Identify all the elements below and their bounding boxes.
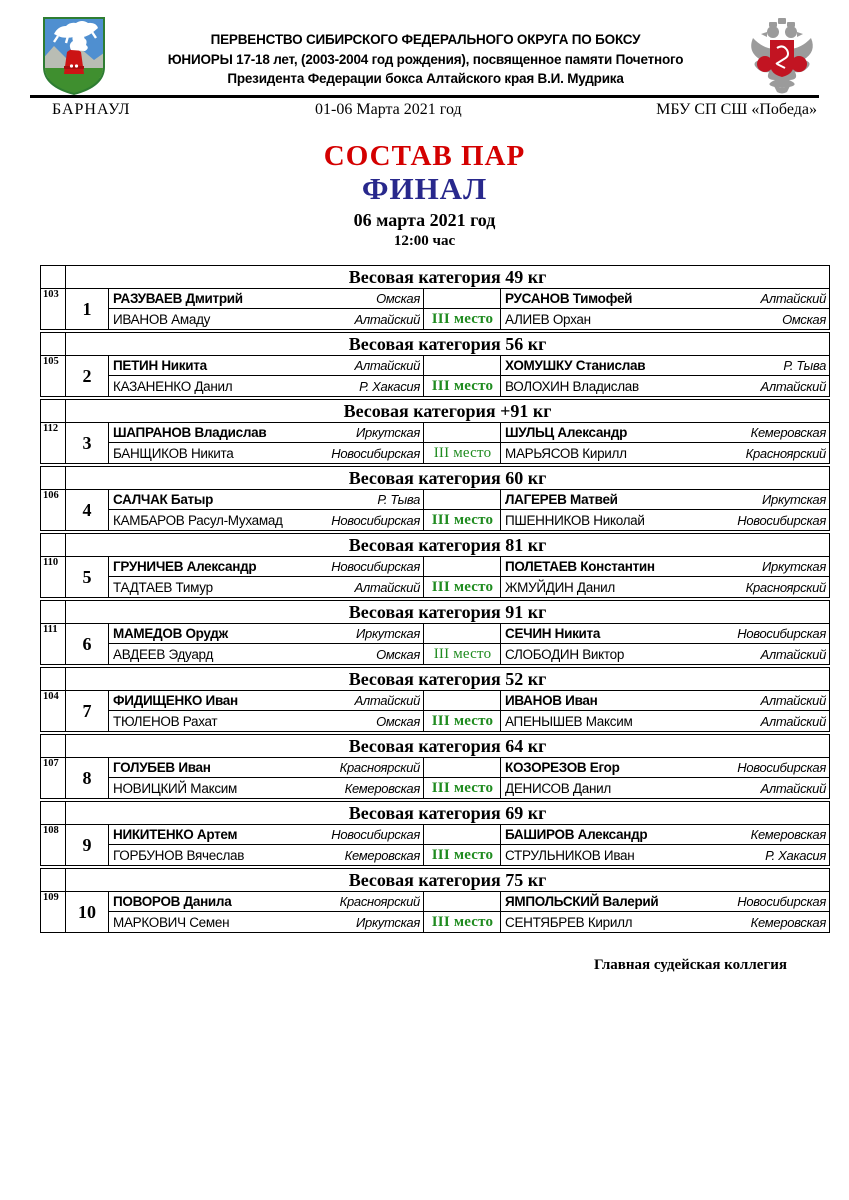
pair-number: 6 bbox=[66, 624, 109, 664]
bronze-right-name: СЛОБОДИН Виктор bbox=[505, 646, 625, 662]
blue-corner-name: ИВАНОВ Иван bbox=[505, 693, 598, 709]
red-corner-region: Красноярский bbox=[339, 760, 420, 776]
red-corner-region: Новосибирская bbox=[331, 559, 420, 575]
category-title: Весовая категория 81 кг bbox=[348, 535, 547, 556]
place-cell-empty bbox=[424, 423, 501, 443]
place-cell bbox=[424, 376, 501, 396]
blue-corner-cell bbox=[501, 490, 829, 510]
bronze-left-name: ТЮЛЕНОВ Рахат bbox=[113, 713, 218, 729]
document-title: СОСТАВ ПАР bbox=[323, 140, 526, 172]
red-corner-cell bbox=[109, 691, 424, 711]
tournament-title-line1: ПЕРВЕНСТВО СИБИРСКОГО ФЕДЕРАЛЬНОГО ОКРУГА ПО БОКСУ bbox=[210, 32, 641, 47]
pair-number: 2 bbox=[66, 356, 109, 396]
bronze-left-name: АВДЕЕВ Эдуард bbox=[113, 646, 214, 662]
bronze-right-region: Р. Хакасия bbox=[765, 847, 826, 863]
bronze-right-cell bbox=[501, 309, 829, 329]
bronze-right-region: Алтайский bbox=[760, 646, 826, 662]
category-header-spacer bbox=[41, 601, 66, 623]
bronze-left-cell bbox=[109, 443, 424, 463]
place-cell bbox=[424, 778, 501, 798]
bronze-left-region: Алтайский bbox=[354, 311, 420, 327]
red-corner-cell bbox=[109, 423, 424, 443]
pair-number: 4 bbox=[66, 490, 109, 530]
category-header-spacer bbox=[41, 869, 66, 891]
category-header-row bbox=[41, 467, 829, 490]
pair-row bbox=[41, 892, 829, 932]
red-corner-name: ПОВОРОВ Данила bbox=[113, 894, 232, 910]
blue-corner-name: РУСАНОВ Тимофей bbox=[505, 291, 633, 307]
bronze-right-region: Красноярский bbox=[745, 445, 826, 461]
place-cell-empty bbox=[424, 356, 501, 376]
bout-number: 107 bbox=[41, 758, 66, 798]
bout-number: 112 bbox=[41, 423, 66, 463]
bronze-left-region: Кемеровская bbox=[344, 780, 420, 796]
bronze-left-name: КАЗАНЕНКО Данил bbox=[113, 378, 233, 394]
category-title: Весовая категория 64 кг bbox=[348, 736, 547, 757]
place-cell-empty bbox=[424, 825, 501, 845]
bronze-right-cell bbox=[501, 577, 829, 597]
bronze-left-cell bbox=[109, 644, 424, 664]
third-place-label: III место bbox=[433, 645, 492, 662]
bronze-right-cell bbox=[501, 376, 829, 396]
red-corner-cell bbox=[109, 892, 424, 912]
page-header bbox=[0, 0, 849, 101]
pair-row bbox=[41, 624, 829, 664]
red-corner-region: Алтайский bbox=[354, 693, 420, 709]
bronze-right-name: ВОЛОХИН Владислав bbox=[505, 378, 639, 394]
red-corner-name: МАМЕДОВ Орудж bbox=[113, 626, 228, 642]
category-header-spacer bbox=[41, 802, 66, 824]
category-header-row bbox=[41, 601, 829, 624]
category-header-spacer bbox=[41, 467, 66, 489]
red-corner-name: ПЕТИН Никита bbox=[113, 358, 207, 374]
red-corner-cell bbox=[109, 490, 424, 510]
place-cell bbox=[424, 711, 501, 731]
blue-corner-name: ХОМУШКУ Станислав bbox=[505, 358, 646, 374]
red-corner-cell bbox=[109, 624, 424, 644]
place-cell-empty bbox=[424, 892, 501, 912]
host-city: БАРНАУЛ bbox=[52, 101, 131, 118]
blue-corner-name: ШУЛЬЦ Александр bbox=[505, 425, 628, 441]
red-corner-cell bbox=[109, 289, 424, 309]
pair-row bbox=[41, 758, 829, 798]
pair-number: 8 bbox=[66, 758, 109, 798]
blue-corner-name: КОЗОРЕЗОВ Егор bbox=[505, 760, 620, 776]
red-corner-region: Иркутская bbox=[356, 425, 420, 441]
bronze-left-cell bbox=[109, 912, 424, 932]
place-cell-empty bbox=[424, 557, 501, 577]
category-header-row bbox=[41, 735, 829, 758]
stage-title: ФИНАЛ bbox=[361, 171, 488, 207]
place-cell-empty bbox=[424, 691, 501, 711]
red-corner-name: САЛЧАК Батыр bbox=[113, 492, 214, 508]
category-title: Весовая категория 52 кг bbox=[348, 669, 547, 690]
category-title: Весовая категория 69 кг bbox=[348, 803, 547, 824]
weight-category-block bbox=[40, 533, 830, 598]
category-header-row bbox=[41, 802, 829, 825]
weight-category-block bbox=[40, 265, 830, 330]
blue-corner-region: Новосибирская bbox=[737, 760, 826, 776]
category-title: Весовая категория 49 кг bbox=[348, 267, 547, 288]
tournament-title-line3: Президента Федерации бокса Алтайского края В.И. Мудрика bbox=[227, 71, 624, 87]
place-cell-empty bbox=[424, 289, 501, 309]
pair-row bbox=[41, 356, 829, 396]
bronze-right-name: МАРЬЯСОВ Кирилл bbox=[505, 445, 627, 461]
red-corner-cell bbox=[109, 758, 424, 778]
event-date: 06 марта 2021 год bbox=[353, 210, 496, 231]
bronze-right-name: АЛИЕВ Орхан bbox=[505, 311, 591, 327]
category-header-spacer bbox=[41, 534, 66, 556]
bout-number: 104 bbox=[41, 691, 66, 731]
event-dates: 01-06 Марта 2021 год bbox=[315, 101, 462, 118]
bronze-right-cell bbox=[501, 778, 829, 798]
bout-number: 110 bbox=[41, 557, 66, 597]
titles-block bbox=[0, 141, 849, 251]
bronze-left-region: Новосибирская bbox=[331, 445, 420, 461]
blue-corner-cell bbox=[501, 892, 829, 912]
weight-category-block bbox=[40, 466, 830, 531]
venue: МБУ СП СШ «Победа» bbox=[656, 101, 817, 118]
blue-corner-cell bbox=[501, 691, 829, 711]
third-place-label: III место bbox=[431, 310, 494, 327]
blue-corner-region: Алтайский bbox=[760, 291, 826, 307]
bronze-left-name: ИВАНОВ Амаду bbox=[113, 311, 211, 327]
header-subrow bbox=[0, 98, 849, 119]
blue-corner-cell bbox=[501, 423, 829, 443]
bronze-left-cell bbox=[109, 711, 424, 731]
bronze-right-name: СЕНТЯБРЕВ Кирилл bbox=[505, 914, 633, 930]
tournament-title bbox=[108, 16, 743, 89]
place-cell bbox=[424, 510, 501, 530]
pairs-table bbox=[40, 265, 830, 933]
category-title: Весовая категория 91 кг bbox=[348, 602, 547, 623]
category-title: Весовая категория 60 кг bbox=[348, 468, 547, 489]
pair-number: 1 bbox=[66, 289, 109, 329]
category-header-row bbox=[41, 333, 829, 356]
category-header-row bbox=[41, 534, 829, 557]
red-corner-cell bbox=[109, 825, 424, 845]
blue-corner-cell bbox=[501, 624, 829, 644]
pair-row bbox=[41, 289, 829, 329]
place-cell bbox=[424, 644, 501, 664]
weight-category-block bbox=[40, 801, 830, 866]
event-time: 12:00 час bbox=[393, 232, 456, 249]
bronze-right-name: АПЕНЫШЕВ Максим bbox=[505, 713, 633, 729]
bronze-right-region: Красноярский bbox=[745, 579, 826, 595]
bronze-left-cell bbox=[109, 510, 424, 530]
signature-line: Главная судейская коллегия bbox=[593, 957, 787, 974]
bronze-left-name: НОВИЦКИЙ Максим bbox=[113, 780, 238, 796]
pair-number: 10 bbox=[66, 892, 109, 932]
red-corner-name: РАЗУВАЕВ Дмитрий bbox=[113, 291, 243, 307]
bronze-right-region: Алтайский bbox=[760, 780, 826, 796]
third-place-label: III место bbox=[433, 444, 492, 461]
weight-category-block bbox=[40, 332, 830, 397]
category-header-spacer bbox=[41, 333, 66, 355]
bronze-left-region: Кемеровская bbox=[344, 847, 420, 863]
blue-corner-region: Новосибирская bbox=[737, 626, 826, 642]
blue-corner-name: ПОЛЕТАЕВ Константин bbox=[505, 559, 655, 575]
bronze-right-cell bbox=[501, 711, 829, 731]
bronze-right-cell bbox=[501, 845, 829, 865]
blue-corner-cell bbox=[501, 289, 829, 309]
blue-corner-name: ЯМПОЛЬСКИЙ Валерий bbox=[505, 894, 659, 910]
bronze-left-region: Омская bbox=[376, 713, 420, 729]
category-title: Весовая категория 75 кг bbox=[348, 870, 547, 891]
barnaul-coat-of-arms-icon bbox=[40, 16, 108, 101]
bronze-left-name: КАМБАРОВ Расул-Мухамад bbox=[113, 512, 283, 528]
bout-number: 109 bbox=[41, 892, 66, 932]
red-corner-region: Иркутская bbox=[356, 626, 420, 642]
place-cell-empty bbox=[424, 758, 501, 778]
blue-corner-cell bbox=[501, 825, 829, 845]
bronze-left-name: МАРКОВИЧ Семен bbox=[113, 914, 230, 930]
red-corner-cell bbox=[109, 557, 424, 577]
bronze-left-cell bbox=[109, 376, 424, 396]
red-corner-region: Омская bbox=[376, 291, 420, 307]
category-header-spacer bbox=[41, 735, 66, 757]
bronze-left-name: ТАДТАЕВ Тимур bbox=[113, 579, 213, 595]
red-corner-region: Новосибирская bbox=[331, 827, 420, 843]
pair-row bbox=[41, 825, 829, 865]
bronze-left-region: Омская bbox=[376, 646, 420, 662]
pair-row bbox=[41, 691, 829, 731]
bronze-left-region: Алтайский bbox=[354, 579, 420, 595]
pair-number: 3 bbox=[66, 423, 109, 463]
blue-corner-region: Иркутская bbox=[762, 492, 826, 508]
red-corner-name: ФИДИЩЕНКО Иван bbox=[113, 693, 238, 709]
bronze-left-region: Р. Хакасия bbox=[359, 378, 420, 394]
bronze-right-region: Алтайский bbox=[760, 713, 826, 729]
third-place-label: III место bbox=[431, 377, 494, 394]
place-cell bbox=[424, 577, 501, 597]
bronze-left-cell bbox=[109, 845, 424, 865]
category-header-row bbox=[41, 266, 829, 289]
blue-corner-name: БАШИРОВ Александр bbox=[505, 827, 648, 843]
bronze-left-cell bbox=[109, 577, 424, 597]
red-corner-name: ГОЛУБЕВ Иван bbox=[113, 760, 211, 776]
bout-number: 111 bbox=[41, 624, 66, 664]
bronze-right-region: Алтайский bbox=[760, 378, 826, 394]
russian-boxing-federation-eagle-icon bbox=[743, 16, 821, 99]
weight-category-block bbox=[40, 667, 830, 732]
bronze-right-region: Омская bbox=[782, 311, 826, 327]
third-place-label: III место bbox=[431, 511, 494, 528]
bronze-left-cell bbox=[109, 778, 424, 798]
red-corner-region: Алтайский bbox=[354, 358, 420, 374]
pair-row bbox=[41, 423, 829, 463]
third-place-label: III место bbox=[431, 913, 494, 930]
weight-category-block bbox=[40, 600, 830, 665]
weight-category-block bbox=[40, 399, 830, 464]
blue-corner-region: Новосибирская bbox=[737, 894, 826, 910]
category-header-spacer bbox=[41, 400, 66, 422]
bronze-right-region: Кемеровская bbox=[750, 914, 826, 930]
pair-number: 7 bbox=[66, 691, 109, 731]
red-corner-name: ГРУНИЧЕВ Александр bbox=[113, 559, 257, 575]
bronze-right-name: ПШЕННИКОВ Николай bbox=[505, 512, 645, 528]
blue-corner-region: Иркутская bbox=[762, 559, 826, 575]
bronze-right-name: ЖМУЙДИН Данил bbox=[505, 579, 615, 595]
tournament-title-line2: ЮНИОРЫ 17-18 лет, (2003-2004 год рождения), посвященное памяти Почетного bbox=[167, 51, 684, 67]
third-place-label: III место bbox=[431, 578, 494, 595]
bronze-right-cell bbox=[501, 443, 829, 463]
bout-number: 108 bbox=[41, 825, 66, 865]
blue-corner-region: Кемеровская bbox=[750, 827, 826, 843]
bout-number: 106 bbox=[41, 490, 66, 530]
place-cell bbox=[424, 443, 501, 463]
category-header-row bbox=[41, 400, 829, 423]
bronze-right-name: СТРУЛЬНИКОВ Иван bbox=[505, 847, 635, 863]
category-header-row bbox=[41, 869, 829, 892]
bronze-left-name: ГОРБУНОВ Вячеслав bbox=[113, 847, 245, 863]
category-title: Весовая категория +91 кг bbox=[343, 401, 552, 422]
pair-row bbox=[41, 557, 829, 597]
bronze-right-cell bbox=[501, 912, 829, 932]
third-place-label: III место bbox=[431, 846, 494, 863]
category-header-spacer bbox=[41, 668, 66, 690]
third-place-label: III место bbox=[431, 712, 494, 729]
bronze-right-cell bbox=[501, 644, 829, 664]
blue-corner-region: Алтайский bbox=[760, 693, 826, 709]
bronze-left-region: Иркутская bbox=[356, 914, 420, 930]
bronze-right-cell bbox=[501, 510, 829, 530]
place-cell-empty bbox=[424, 624, 501, 644]
pair-number: 9 bbox=[66, 825, 109, 865]
blue-corner-region: Р. Тыва bbox=[783, 358, 826, 374]
blue-corner-region: Кемеровская bbox=[750, 425, 826, 441]
red-corner-name: ШАПРАНОВ Владислав bbox=[113, 425, 267, 441]
blue-corner-cell bbox=[501, 356, 829, 376]
place-cell bbox=[424, 309, 501, 329]
red-corner-region: Р. Тыва bbox=[377, 492, 420, 508]
blue-corner-cell bbox=[501, 758, 829, 778]
place-cell bbox=[424, 845, 501, 865]
red-corner-name: НИКИТЕНКО Артем bbox=[113, 827, 238, 843]
category-header-row bbox=[41, 668, 829, 691]
red-corner-region: Красноярский bbox=[339, 894, 420, 910]
category-title: Весовая категория 56 кг bbox=[348, 334, 547, 355]
bout-number: 105 bbox=[41, 356, 66, 396]
red-corner-cell bbox=[109, 356, 424, 376]
pair-row bbox=[41, 490, 829, 530]
place-cell-empty bbox=[424, 490, 501, 510]
blue-corner-name: ЛАГЕРЕВ Матвей bbox=[505, 492, 618, 508]
bronze-left-name: БАНЩИКОВ Никита bbox=[113, 445, 234, 461]
bronze-left-cell bbox=[109, 309, 424, 329]
place-cell bbox=[424, 912, 501, 932]
weight-category-block bbox=[40, 734, 830, 799]
bout-number: 103 bbox=[41, 289, 66, 329]
third-place-label: III место bbox=[431, 779, 494, 796]
category-header-spacer bbox=[41, 266, 66, 288]
bronze-right-region: Новосибирская bbox=[737, 512, 826, 528]
blue-corner-cell bbox=[501, 557, 829, 577]
pair-number: 5 bbox=[66, 557, 109, 597]
blue-corner-name: СЕЧИН Никита bbox=[505, 626, 601, 642]
bronze-right-name: ДЕНИСОВ Данил bbox=[505, 780, 611, 796]
weight-category-block bbox=[40, 868, 830, 933]
bronze-left-region: Новосибирская bbox=[331, 512, 420, 528]
